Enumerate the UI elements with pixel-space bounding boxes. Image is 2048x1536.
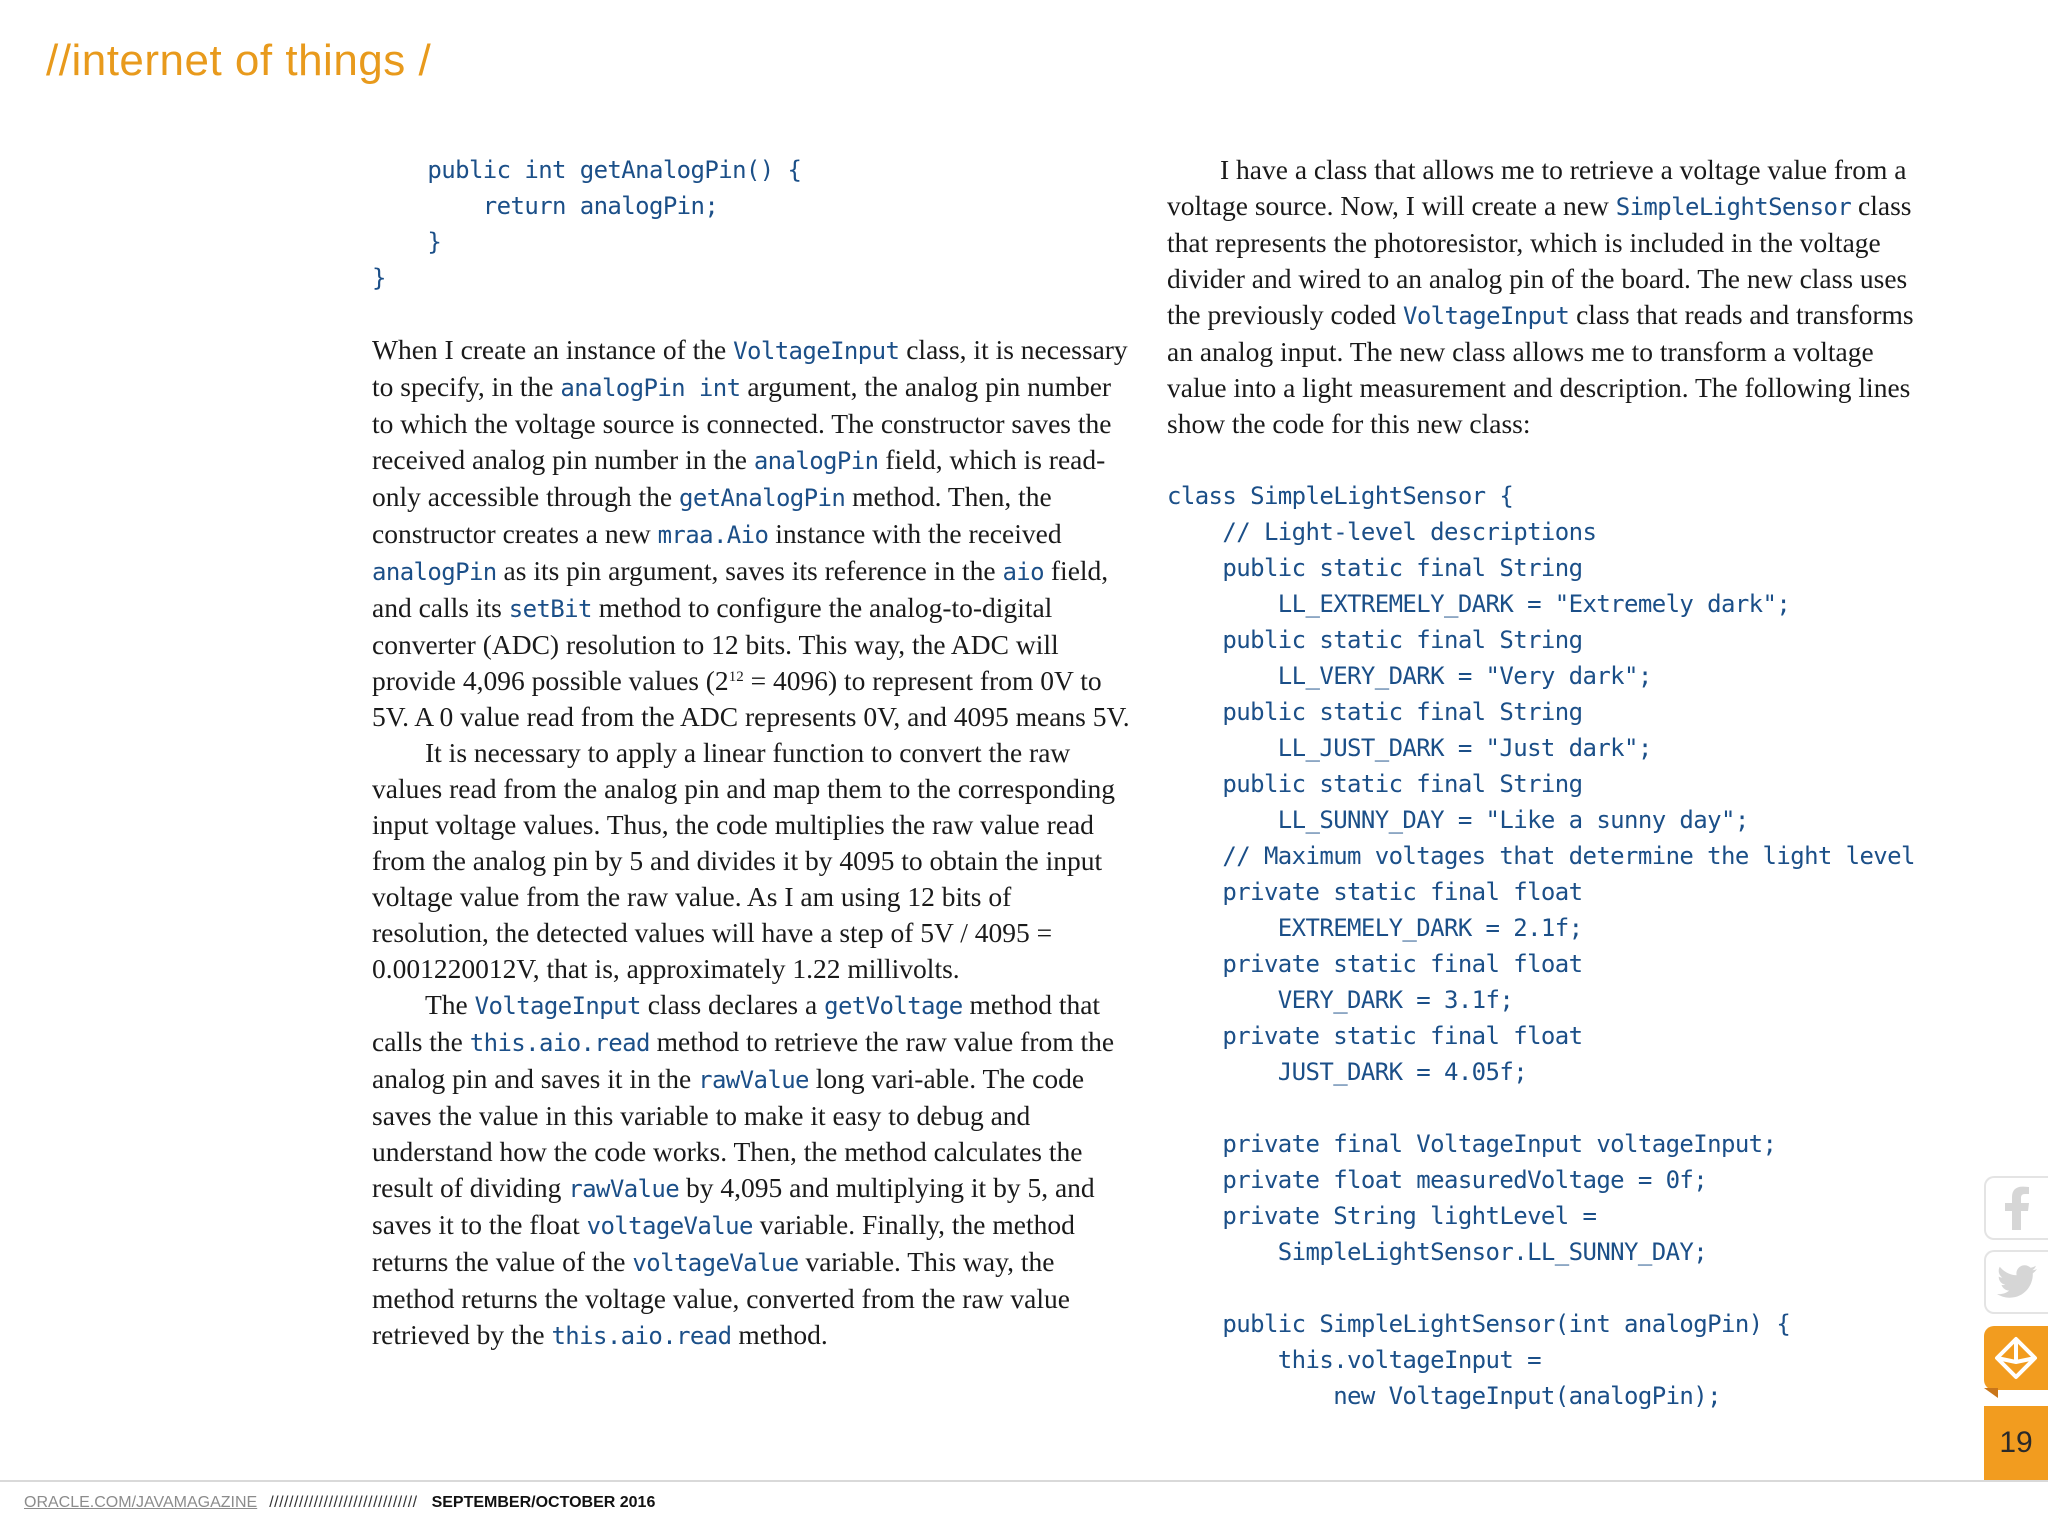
text-run: long vari-able. The code saves the value in this variable to make it easy to debug and understand how the code works. Then, the method calculates the result of dividing — [372, 1063, 1085, 1203]
text-run: class that represents the photoresistor, which is included in the voltage divider and wired to an analog pin of the board. The new class uses the previously coded — [1167, 190, 1912, 330]
inline-code: analogPin — [372, 558, 497, 586]
page-number: 19 — [1984, 1406, 2048, 1480]
email-icon — [1994, 1336, 2038, 1380]
text-run: class that reads and transforms an analog input. The new class allows me to transform a voltage value into a light measurement and description. The following lines show the code for this new class: — [1167, 299, 1914, 439]
text-run: variable. This way, the method returns the voltage value, converted from the raw value retrieved by the — [372, 1246, 1070, 1350]
inline-code: this.aio.read — [469, 1029, 650, 1057]
text-run: method to configure the analog-to-digital converter (ADC) resolution to 12 bits. This way, the ADC will provide 4,096 possible values (2 — [372, 592, 1059, 696]
inline-code: getAnalogPin — [679, 484, 846, 512]
text-run: The — [425, 989, 475, 1020]
paragraph-linear-function — [372, 735, 1132, 987]
facebook-icon — [2000, 1186, 2034, 1230]
inline-code: aio — [1002, 558, 1045, 586]
inline-code: voltageValue — [586, 1212, 753, 1240]
text-run: When I create an instance of the — [372, 334, 734, 365]
twitter-icon — [1997, 1265, 2037, 1299]
left-column — [372, 152, 1132, 1354]
inline-code: analogPin int — [560, 374, 741, 402]
text-run: method that calls the — [372, 989, 1101, 1057]
inline-code: analogPin — [753, 447, 879, 475]
text-run: argument, the analog pin number to which the voltage source is connected. The constructor saves the received analog pin number in the — [372, 371, 1112, 475]
text-run: I have a class that allows me to retrieve a voltage value from a voltage source. Now, I will create a new — [1167, 154, 1907, 221]
issue-date: SEPTEMBER/OCTOBER 2016 — [431, 1494, 656, 1511]
inline-code: VoltageInput — [733, 337, 900, 365]
inline-code: VoltageInput — [1402, 302, 1570, 330]
inline-code: mraa.Aio — [657, 521, 769, 549]
paragraph-getvoltage-method — [372, 987, 1132, 1354]
inline-code: SimpleLightSensor — [1615, 193, 1852, 221]
text-run: variable. Finally, the method returns the value of the — [372, 1209, 1075, 1277]
text-run: method. Then, the constructor creates a new — [372, 481, 1052, 549]
footer-separator: ////////////////////////////// — [269, 1494, 418, 1511]
text-run: method to retrieve the raw value from the analog pin and saves it in the — [372, 1026, 1115, 1094]
spacer — [372, 296, 1132, 332]
code-block-simplelightsensor: class SimpleLightSensor { // Light-level descriptions public static final String LL_EXTREMELY_DARK = "Extremely dark"; public static final String LL_VERY_DARK = "Very dark"; public static final String LL_JUST_DARK = "Just dark"; public static final String LL_SUNNY_DAY = "Like a sunny day"; // Maximum voltages that determine the light level private static final float EXTREMELY_DARK = 2.1f; private static final float VERY_DARK = 3.1f; private static final float JUST_DARK = 4.05f; private final VoltageInput voltageInput; private float measuredVoltage = 0f; private String lightLevel = SimpleLightSensor.LL_SUNNY_DAY; public SimpleLightSensor(int analogPin) { this.voltageInput = new VoltageInput(analogPin); — [1167, 482, 1915, 1410]
inline-code: getVoltage — [824, 992, 963, 1020]
spacer — [1167, 442, 1927, 478]
text-run: = 4096) to represent from 0V to 5V. A 0 value read from the ADC represents 0V, and 4095 means 5V. — [372, 665, 1130, 732]
email-share-button[interactable] — [1984, 1326, 2048, 1390]
inline-code: setBit — [508, 595, 592, 623]
inline-code: VoltageInput — [474, 992, 641, 1020]
text-run: class, it is necessary to specify, in the — [372, 334, 1128, 402]
text-run: as its pin argument, saves its reference in the — [496, 555, 1003, 586]
text-run: by 4,095 and multiplying it by 5, and saves it to the float — [372, 1172, 1095, 1240]
text-run: class declares a — [640, 989, 825, 1020]
facebook-share-button[interactable] — [1984, 1176, 2048, 1240]
twitter-share-button[interactable] — [1984, 1250, 2048, 1314]
footer-divider — [0, 1480, 2048, 1482]
text-run: instance with the received — [768, 518, 1062, 549]
inline-code: this.aio.read — [551, 1322, 732, 1350]
paragraph-simplelightsensor-intro — [1167, 152, 1927, 442]
text-run: field, which is read-only accessible through the — [372, 444, 1106, 512]
inline-code: voltageValue — [632, 1249, 799, 1277]
inline-code: rawValue — [698, 1066, 809, 1094]
footer — [24, 1494, 655, 1512]
code-block-getanalogpin: public int getAnalogPin() { return analogPin; } } — [372, 156, 802, 292]
email-tab-tail — [1984, 1388, 1998, 1398]
right-column — [1167, 152, 1927, 1414]
magazine-link[interactable]: ORACLE.COM/JAVAMAGAZINE — [24, 1494, 258, 1511]
paragraph-voltageinput-instance — [372, 332, 1132, 735]
text-run: method. — [731, 1319, 828, 1350]
inline-code: rawValue — [568, 1175, 680, 1203]
text-run: field, and calls its — [372, 555, 1109, 623]
section-title: //internet of things / — [46, 36, 432, 85]
text-run: It is necessary to apply a linear function to convert the raw values read from the analog pin and map them to the corresponding input voltage values. Thus, the code multiplies the raw value read from the analog pin by 5 and divides it by 4095 to obtain the input voltage value from the raw value. As I am using 12 bits of resolution, the detected values will have a step of 5V / 4095 = 0.001220012V, that is, approximately 1.22 millivolts. — [372, 737, 1116, 984]
superscript: 12 — [728, 669, 744, 685]
